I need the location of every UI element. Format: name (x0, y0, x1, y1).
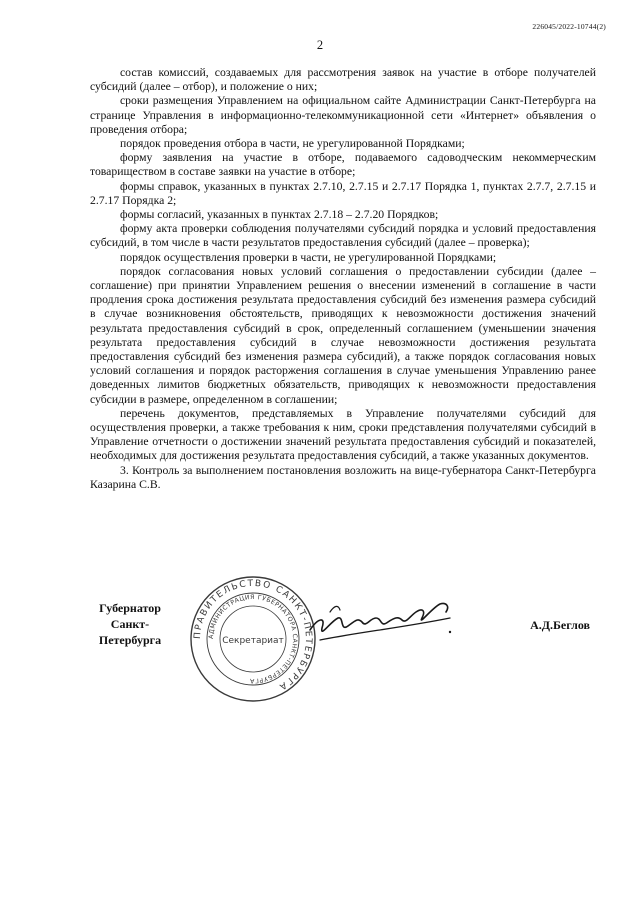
seal-inner-text: АДМИНИСТРАЦИЯ ГУБЕРНАТОРА САНКТ-ПЕТЕРБУРГА (207, 593, 299, 685)
page-number: 2 (316, 38, 324, 52)
paragraph-control-clause: 3. Контроль за выполнением постановления возложить на вице-губернатора Санкт-Петербурга Казарина С.В. (90, 463, 596, 491)
paragraph: перечень документов, представляемых в Управление получателями субсидий для осуществления проверки, а также требования к ним, сроки представления получателями субсидий в Управление отчетности о достижении значений результата предоставления субсидий и показателей, необходимых для достижения результата предоставления субсидий, а также указанных документов. (90, 406, 596, 463)
position-line: Санкт-Петербурга (98, 617, 162, 647)
paragraph: сроки размещения Управлением на официальном сайте Администрации Санкт-Петербурга на странице Управления в информационно-телекоммуникационной сети «Интернет» объявления о проведения отбора; (90, 94, 596, 136)
seal-outer-text: ПРАВИТЕЛЬСТВО САНКТ-ПЕТЕРБУРГА (192, 578, 314, 692)
paragraph: форму заявления на участие в отборе, подаваемого садоводческим некоммерческим товариществом в составе заявки на участие в отборе; (90, 151, 596, 179)
paragraph: состав комиссий, создаваемых для рассмотрения заявок на участие в отборе получателей субсидий (далее – отбор), и положение о них; (90, 66, 596, 94)
paragraph: порядок осуществления проверки в части, не урегулированной Порядками; (120, 250, 497, 264)
paragraph: порядок проведения отбора в части, не урегулированной Порядками; (120, 137, 465, 151)
document-body (90, 66, 596, 492)
paragraph: формы справок, указанных в пунктах 2.7.10, 2.7.15 и 2.7.17 Порядка 1, пунктах 2.7.7, 2.7.15 и 2.7.17 Порядка 2; (90, 179, 596, 207)
signature-block (0, 578, 640, 706)
paragraph: формы согласий, указанных в пунктах 2.7.18 – 2.7.20 Порядков; (120, 208, 439, 222)
seal-center-text: Секретариат (222, 636, 284, 646)
handwritten-signature (300, 588, 480, 658)
paragraph: порядок согласования новых условий соглашения о предоставлении субсидии (далее – соглашение) при принятии Управлением решения о внесении изменений в соглашение в части продления срока достижения результата предоставления субсидий без изменения размера субсидий в случае возникновения обстоятельств, приводящих к невозможности достижения значений результата предоставления субсидий в срок, определенный соглашением (уменьшении значения результата предоставления субсидий в случае невозможности достижения результата предоставления субсидий без изменения размера субсидий), а также порядок согласования новых условий соглашения и порядок расторжения соглашения в случае уменьшения Управлению ранее доведенных лимитов бюджетных обязательств, приводящих к невозможности предоставления субсидии в размере, определенном в соглашении; (90, 264, 596, 406)
position-line: Губернатор (99, 601, 161, 615)
official-seal-stamp (188, 574, 318, 704)
signatory-name: А.Д.Беглов (530, 618, 590, 632)
paragraph: форму акта проверки соблюдения получателями субсидий порядка и условий предоставления субсидий, в том числе в части результатов предоставления субсидий (далее – проверка); (90, 222, 596, 250)
document-id: 226045/2022-10744(2) (532, 22, 606, 31)
signatory-position (82, 600, 178, 648)
